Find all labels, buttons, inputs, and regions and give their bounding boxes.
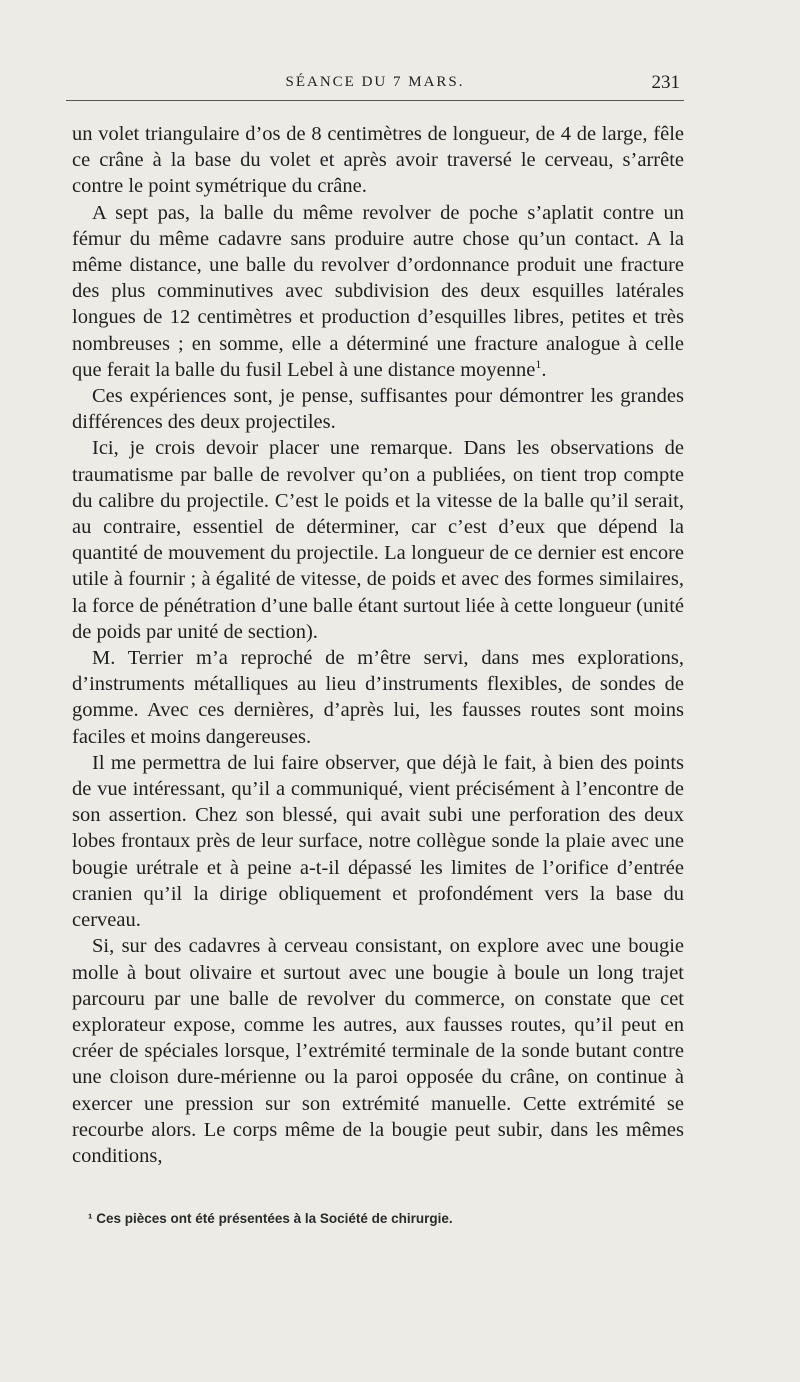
footnote-text: Ces pièces ont été présentées à la Société de chirurgie.	[96, 1211, 453, 1226]
paragraph	[72, 200, 684, 383]
paragraph: Si, sur des cadavres à cerveau consistant, on explore avec une bougie molle à bout olivaire et surtout avec une bougie à boule un long trajet parcouru par une balle de revolver du commerce, on constate que cet explorateur expose, comme les autres, aux fausses routes, qu’il peut en créer de spéciales lorsque, l’extrémité terminale de la sonde butant contre une cloison dure-mérienne ou la paroi opposée du crâne, on continue à exercer une pression sur son extrémité manuelle. Cette extrémité se recourbe alors. Le corps même de la bougie peut subir, dans les mêmes conditions,	[72, 935, 684, 1167]
paragraph: Il me permettra de lui faire observer, que déjà le fait, à bien des points de vue intéressant, qu’il a communiqué, vient précisément à l’encontre de son assertion. Chez son blessé, qui avait subi une perforation des deux lobes frontaux près de leur surface, notre collègue sonde la plaie avec une bougie urétrale et à peine a-t-il dépassé les limites de l’orifice d’entrée cranien qu’il la dirige obliquement et profondément vers la base du cerveau.	[72, 751, 684, 932]
footnote-reference: 1	[535, 357, 542, 371]
paragraph-text: A sept pas, la balle du même revolver de poche s’aplatit contre un fémur du même cadavre sans produire autre chose qu’un contact. A la même distance, une balle du revolver d’ordonnance produit une fracture des plus comminutives avec subdivision des deux esquilles latérales longues de 12 centimètres et production d’esquilles libres, petites et très nombreuses ; en somme, elle a déterminé une fracture analogue à celle que ferait la balle du fusil Lebel à une distance moyenne	[72, 201, 684, 381]
sentence-end: .	[541, 358, 547, 381]
paragraph: Ces expériences sont, je pense, suffisantes pour démontrer les grandes différences des deux projectiles.	[72, 385, 684, 434]
running-title: SÉANCE DU 7 MARS.	[285, 74, 465, 90]
page-header	[66, 70, 684, 101]
paragraph: Ici, je crois devoir placer une remarque. Dans les observations de traumatisme par balle de revolver qu’on a publiées, on tient trop compte du calibre du projectile. C’est le poids et la vitesse de la balle qu’il serait, au contraire, essentiel de déterminer, car c’est d’eux que dépend la quantité de mouvement du projectile. La longueur de ce dernier est encore utile à fournir ; à égalité de vitesse, de poids et avec des formes similaires, la force de pénétration d’une balle étant surtout liée à cette longueur (unité de poids par unité de section).	[72, 437, 684, 643]
body-text	[72, 121, 684, 1169]
paragraph: M. Terrier m’a reproché de m’être servi, dans mes explorations, d’instruments métalliques au lieu d’instruments flexibles, de sondes de gomme. Avec ces dernières, d’après lui, les fausses routes sont moins faciles et moins dangereuses.	[72, 647, 684, 748]
paragraph: un volet triangulaire d’os de 8 centimètres de longueur, de 4 de large, fêle ce crâne à la base du volet et après avoir traversé le cerveau, s’arrête contre le point symétrique du crâne.	[72, 123, 684, 198]
footnote	[88, 1211, 688, 1226]
footnote-mark: ¹	[88, 1211, 93, 1226]
page-number: 231	[651, 72, 680, 93]
